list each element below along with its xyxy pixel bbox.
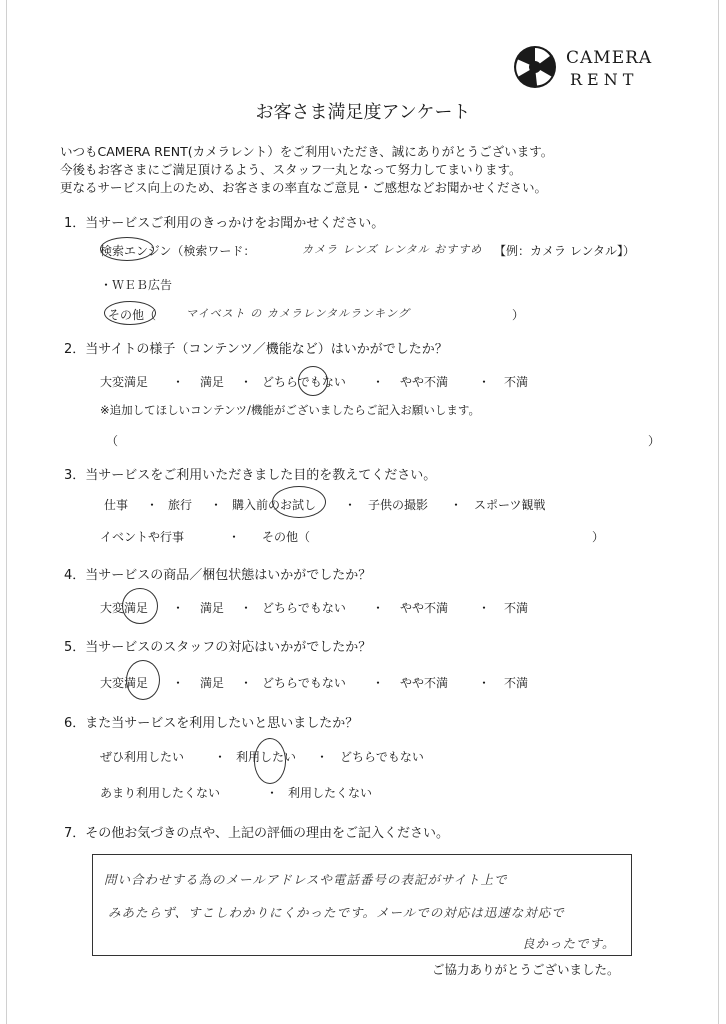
q5-separator: ・ xyxy=(240,676,253,690)
q4-separator: ・ xyxy=(240,601,253,615)
q2-selection-circle xyxy=(298,366,328,396)
q4-option-neutral: どちらでもない xyxy=(262,601,346,615)
intro-line-1: いつもCAMERA RENT(カメラレント）をご利用いただき、誠にありがとうございます。 xyxy=(60,144,554,159)
q2-separator: ・ xyxy=(172,375,185,389)
q5-separator: ・ xyxy=(372,676,385,690)
q5-option-satisfied: 満足 xyxy=(200,676,225,690)
q3-heading: 3．当サービスをご利用いただきました目的を教えてください。 xyxy=(64,468,437,483)
logo-text-rent: RENT xyxy=(570,70,639,89)
q3-separator: ・ xyxy=(210,498,223,512)
q2-option-dissatisfied: 不満 xyxy=(504,375,529,389)
q1-search-example: 【例：カメラ レンタル】） xyxy=(494,244,636,258)
q4-option-very-satisfied: 大変満足 xyxy=(100,601,149,615)
q4-option-dissatisfied: 不満 xyxy=(504,601,529,615)
q3-option-other: その他（ xyxy=(262,530,311,544)
q1-other-answer: マイベスト の カメラレンタルランキング xyxy=(186,307,410,320)
q6-heading: 6．また当サービスを利用したいと思いましたか？ xyxy=(64,716,359,731)
q5-option-neutral: どちらでもない xyxy=(262,676,346,690)
q2-separator: ・ xyxy=(478,375,491,389)
q6-separator: ・ xyxy=(316,750,329,764)
intro-line-3: 更なるサービス向上のため、お客さまの率直なご意見・ご感想などお聞かせください。 xyxy=(60,180,548,195)
q7-heading: 7．その他お気づきの点や、上記の評価の理由をご記入ください。 xyxy=(64,826,450,841)
q3-option-sports: スポーツ観戦 xyxy=(474,498,546,512)
q3-option-travel: 旅行 xyxy=(168,498,193,512)
q2-option-satisfied: 満足 xyxy=(200,375,225,389)
q1-heading: 1．当サービスご利用のきっかけをお聞かせください。 xyxy=(64,216,385,231)
q1-selection-circle-search xyxy=(100,237,154,261)
q5-separator: ・ xyxy=(172,676,185,690)
q6-option-would-not: 利用したくない xyxy=(288,786,373,800)
scan-edge-right xyxy=(718,0,719,1024)
q2-heading: 2．当サイトの様子（コンテンツ／機能など）はいかがでしたか？ xyxy=(64,342,448,357)
q2-separator: ・ xyxy=(240,375,253,389)
q5-selection-circle xyxy=(126,660,160,700)
q1-other-close: ） xyxy=(512,308,525,322)
q2-paren-close: ） xyxy=(648,434,661,448)
q6-separator: ・ xyxy=(214,750,227,764)
q4-option-slightly-dissatisfied: やや不満 xyxy=(400,601,449,615)
q4-heading: 4．当サービスの商品／梱包状態はいかがでしたか？ xyxy=(64,568,372,583)
q1-option-search: 検索エンジン（検索ワード： xyxy=(100,244,256,258)
comment-line-3: 良かったです。 xyxy=(522,936,616,951)
q2-option-very-satisfied: 大変満足 xyxy=(100,375,149,389)
q5-option-slightly-dissatisfied: やや不満 xyxy=(400,676,449,690)
q3-separator: ・ xyxy=(146,498,159,512)
closing-thanks: ご協力ありがとうございました。 xyxy=(432,962,620,977)
q6-option-definitely: ぜひ利用したい xyxy=(100,750,185,764)
q4-separator: ・ xyxy=(372,601,385,615)
q6-option-would-use: 利用したい xyxy=(236,750,297,764)
intro-line-2: 今後もお客さまにご満足頂けるよう、スタッフ一丸となって努力してまいります。 xyxy=(60,162,522,177)
q5-option-very-satisfied: 大変満足 xyxy=(100,676,149,690)
q1-option-web-ad: ・ＷＥＢ広告 xyxy=(100,278,173,292)
comment-line-2: みあたらず、すこしわかりにくかったです。メールでの対応は迅速な対応で xyxy=(108,905,565,920)
q3-separator: ・ xyxy=(228,530,241,544)
q6-option-neutral: どちらでもない xyxy=(340,750,424,764)
scan-edge-left xyxy=(6,0,7,1024)
q3-separator: ・ xyxy=(450,498,463,512)
q3-option-work: 仕事 xyxy=(104,498,129,512)
q2-paren-open: （ xyxy=(106,434,119,448)
q3-separator: ・ xyxy=(344,498,357,512)
q6-option-rather-not: あまり利用したくない xyxy=(100,786,221,800)
q1-selection-circle-other xyxy=(104,301,156,325)
q4-option-satisfied: 満足 xyxy=(200,601,225,615)
q3-option-kids-photo: 子供の撮影 xyxy=(368,498,429,512)
q1-option-other: その他（ xyxy=(108,308,157,322)
logo-text-camera: CAMERA xyxy=(566,48,653,68)
q3-selection-circle xyxy=(272,486,326,518)
q2-option-slightly-dissatisfied: やや不満 xyxy=(400,375,449,389)
q2-note: ※追加してほしいコンテンツ/機能がございましたらご記入お願いします。 xyxy=(100,403,481,417)
q5-separator: ・ xyxy=(478,676,491,690)
q3-other-close: ） xyxy=(592,530,605,544)
q4-separator: ・ xyxy=(478,601,491,615)
q5-heading: 5．当サービスのスタッフの対応はいかがでしたか？ xyxy=(64,640,372,655)
q2-separator: ・ xyxy=(372,375,385,389)
q4-selection-circle xyxy=(122,588,158,624)
q1-search-answer: カメラ レンズ レンタル おすすめ xyxy=(302,243,483,256)
q3-option-events: イベントや行事 xyxy=(100,530,185,544)
q6-separator: ・ xyxy=(266,786,279,800)
comment-line-1: 問い合わせする為のメールアドレスや電話番号の表記がサイト上で xyxy=(104,872,508,887)
q6-selection-circle xyxy=(254,738,286,784)
q3-option-trial-before-purchase: 購入前のお試し xyxy=(232,498,317,512)
q2-option-neutral: どちらでもない xyxy=(262,375,346,389)
aperture-icon xyxy=(512,44,558,90)
q4-separator: ・ xyxy=(172,601,185,615)
page-title: お客さま満足度アンケート xyxy=(255,102,471,123)
q5-option-dissatisfied: 不満 xyxy=(504,676,529,690)
